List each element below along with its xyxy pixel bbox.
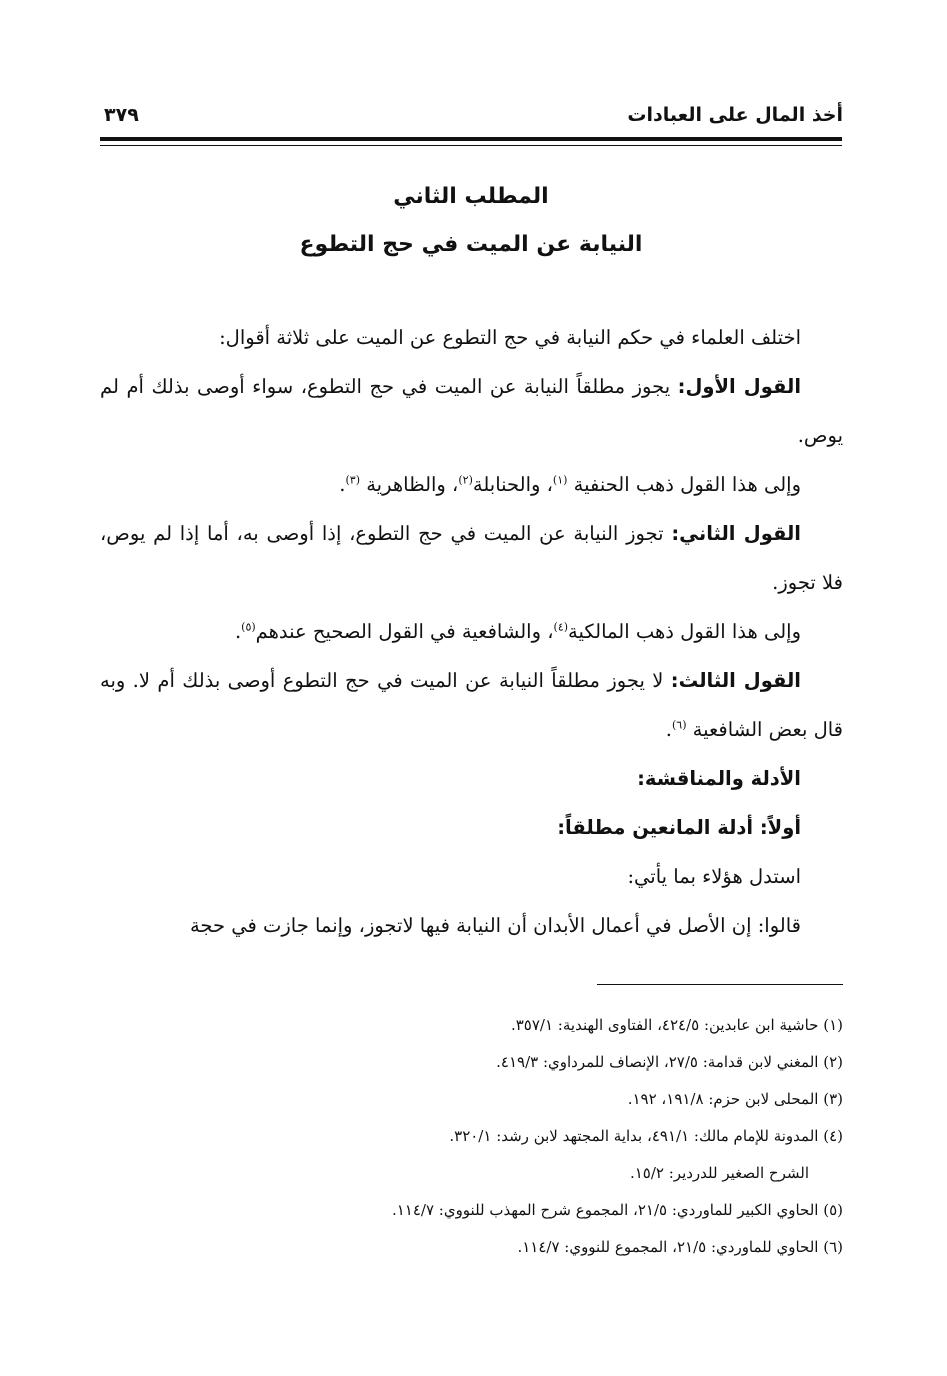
page-number: ٣٧٩ [104, 104, 139, 126]
footnotes [100, 1007, 843, 1266]
said-paragraph: قالوا: إن الأصل في أعمال الأبدان أن النيابة فيها لاتجوز، وإنما جازت في حجة [189, 914, 801, 937]
footnote-ref-2[interactable]: (٢) [458, 473, 473, 487]
opinion-1-paragraph [100, 362, 843, 460]
footnote-2: (٢) المغني لابن قدامة: ٢٧/٥، الإنصاف للمرداوي: ٤١٩/٣. [496, 1053, 843, 1071]
opinion-1-schools [100, 460, 843, 509]
opinion-1-schools-text-b: ، والحنابلة [472, 473, 553, 496]
section-title: النيابة عن الميت في حج التطوع [299, 232, 643, 257]
opinion-2-schools-text-b: ، والشافعية في القول الصحيح عندهم [255, 620, 554, 643]
footnote-6: (٦) الحاوي للماوردي: ٢١/٥، المجموع للنووي: ١١٤/٧. [517, 1238, 843, 1256]
opinion-2-label: القول الثاني: [671, 522, 801, 545]
footnote-separator [597, 984, 843, 985]
footnote-ref-4[interactable]: (٤) [553, 620, 569, 634]
opinion-2-schools [100, 607, 843, 656]
body-text [100, 313, 843, 950]
footnote-ref-1[interactable]: (١) [552, 473, 568, 487]
intro-paragraph: اختلف العلماء في حكم النيابة في حج التطوع عن الميت على ثلاثة أقوال: [219, 326, 801, 349]
footnote-4-continued: الشرح الصغير للدردير: ١٥/٢. [629, 1164, 809, 1182]
footnote-4: (٤) المدونة للإمام مالك: ٤٩١/١، بداية المجتهد لابن رشد: ٣٢٠/١. [449, 1127, 843, 1145]
footnote-ref-6[interactable]: (٦) [671, 718, 687, 732]
footnote-1: (١) حاشية ابن عابدين: ٤٢٤/٥، الفتاوى الهندية: ٣٥٧/١. [510, 1016, 843, 1034]
opinion-1-schools-text-a: وإلى هذا القول ذهب الحنفية [567, 473, 801, 496]
footnote-ref-5[interactable]: (٥) [241, 620, 256, 634]
running-title: أخذ المال على العبادات [627, 104, 843, 126]
footnote-3: (٣) المحلى لابن حزم: ١٩١/٨، ١٩٢. [627, 1090, 843, 1108]
opinion-3-text-a: لا يجوز مطلقاً النيابة عن الميت في حج التطوع أوصى بذلك أم لا. وبه قال بعض الشافعية [100, 669, 843, 741]
evidence-heading: الأدلة والمناقشة: [637, 767, 801, 790]
opinion-3-text-b: . [665, 718, 672, 741]
opinion-1-schools-text-c: ، والظاهرية [360, 473, 459, 496]
opinion-2-paragraph [100, 509, 843, 607]
section-heading: المطلب الثاني [393, 184, 549, 209]
footnote-5: (٥) الحاوي الكبير للماوردي: ٢١/٥، المجموع شرح المهذب للنووي: ١١٤/٧. [391, 1201, 843, 1219]
opinion-1-text: يجوز مطلقاً النيابة عن الميت في حج التطوع، سواء أوصى بذلك أم لم يوص. [100, 375, 843, 447]
opinion-3-paragraph [100, 656, 843, 754]
opinion-1-schools-text-d: . [339, 473, 346, 496]
header-rule-thick [100, 137, 842, 141]
opinion-1-label: القول الأول: [677, 375, 801, 398]
opinion-2-text: تجوز النيابة عن الميت في حج التطوع، إذا أوصى به، أما إذا لم يوص، فلا تجوز. [100, 522, 843, 594]
opinion-3-label: القول الثالث: [670, 669, 801, 692]
first-evidence-heading: أولاً: أدلة المانعين مطلقاً: [557, 816, 801, 839]
footnote-ref-3[interactable]: (٣) [345, 473, 361, 487]
opinion-2-schools-text-c: . [234, 620, 242, 643]
opinion-2-schools-text-a: وإلى هذا القول ذهب المالكية [568, 620, 801, 643]
argued-paragraph: استدل هؤلاء بما يأتي: [627, 865, 801, 888]
header-rule-thin [100, 145, 842, 146]
